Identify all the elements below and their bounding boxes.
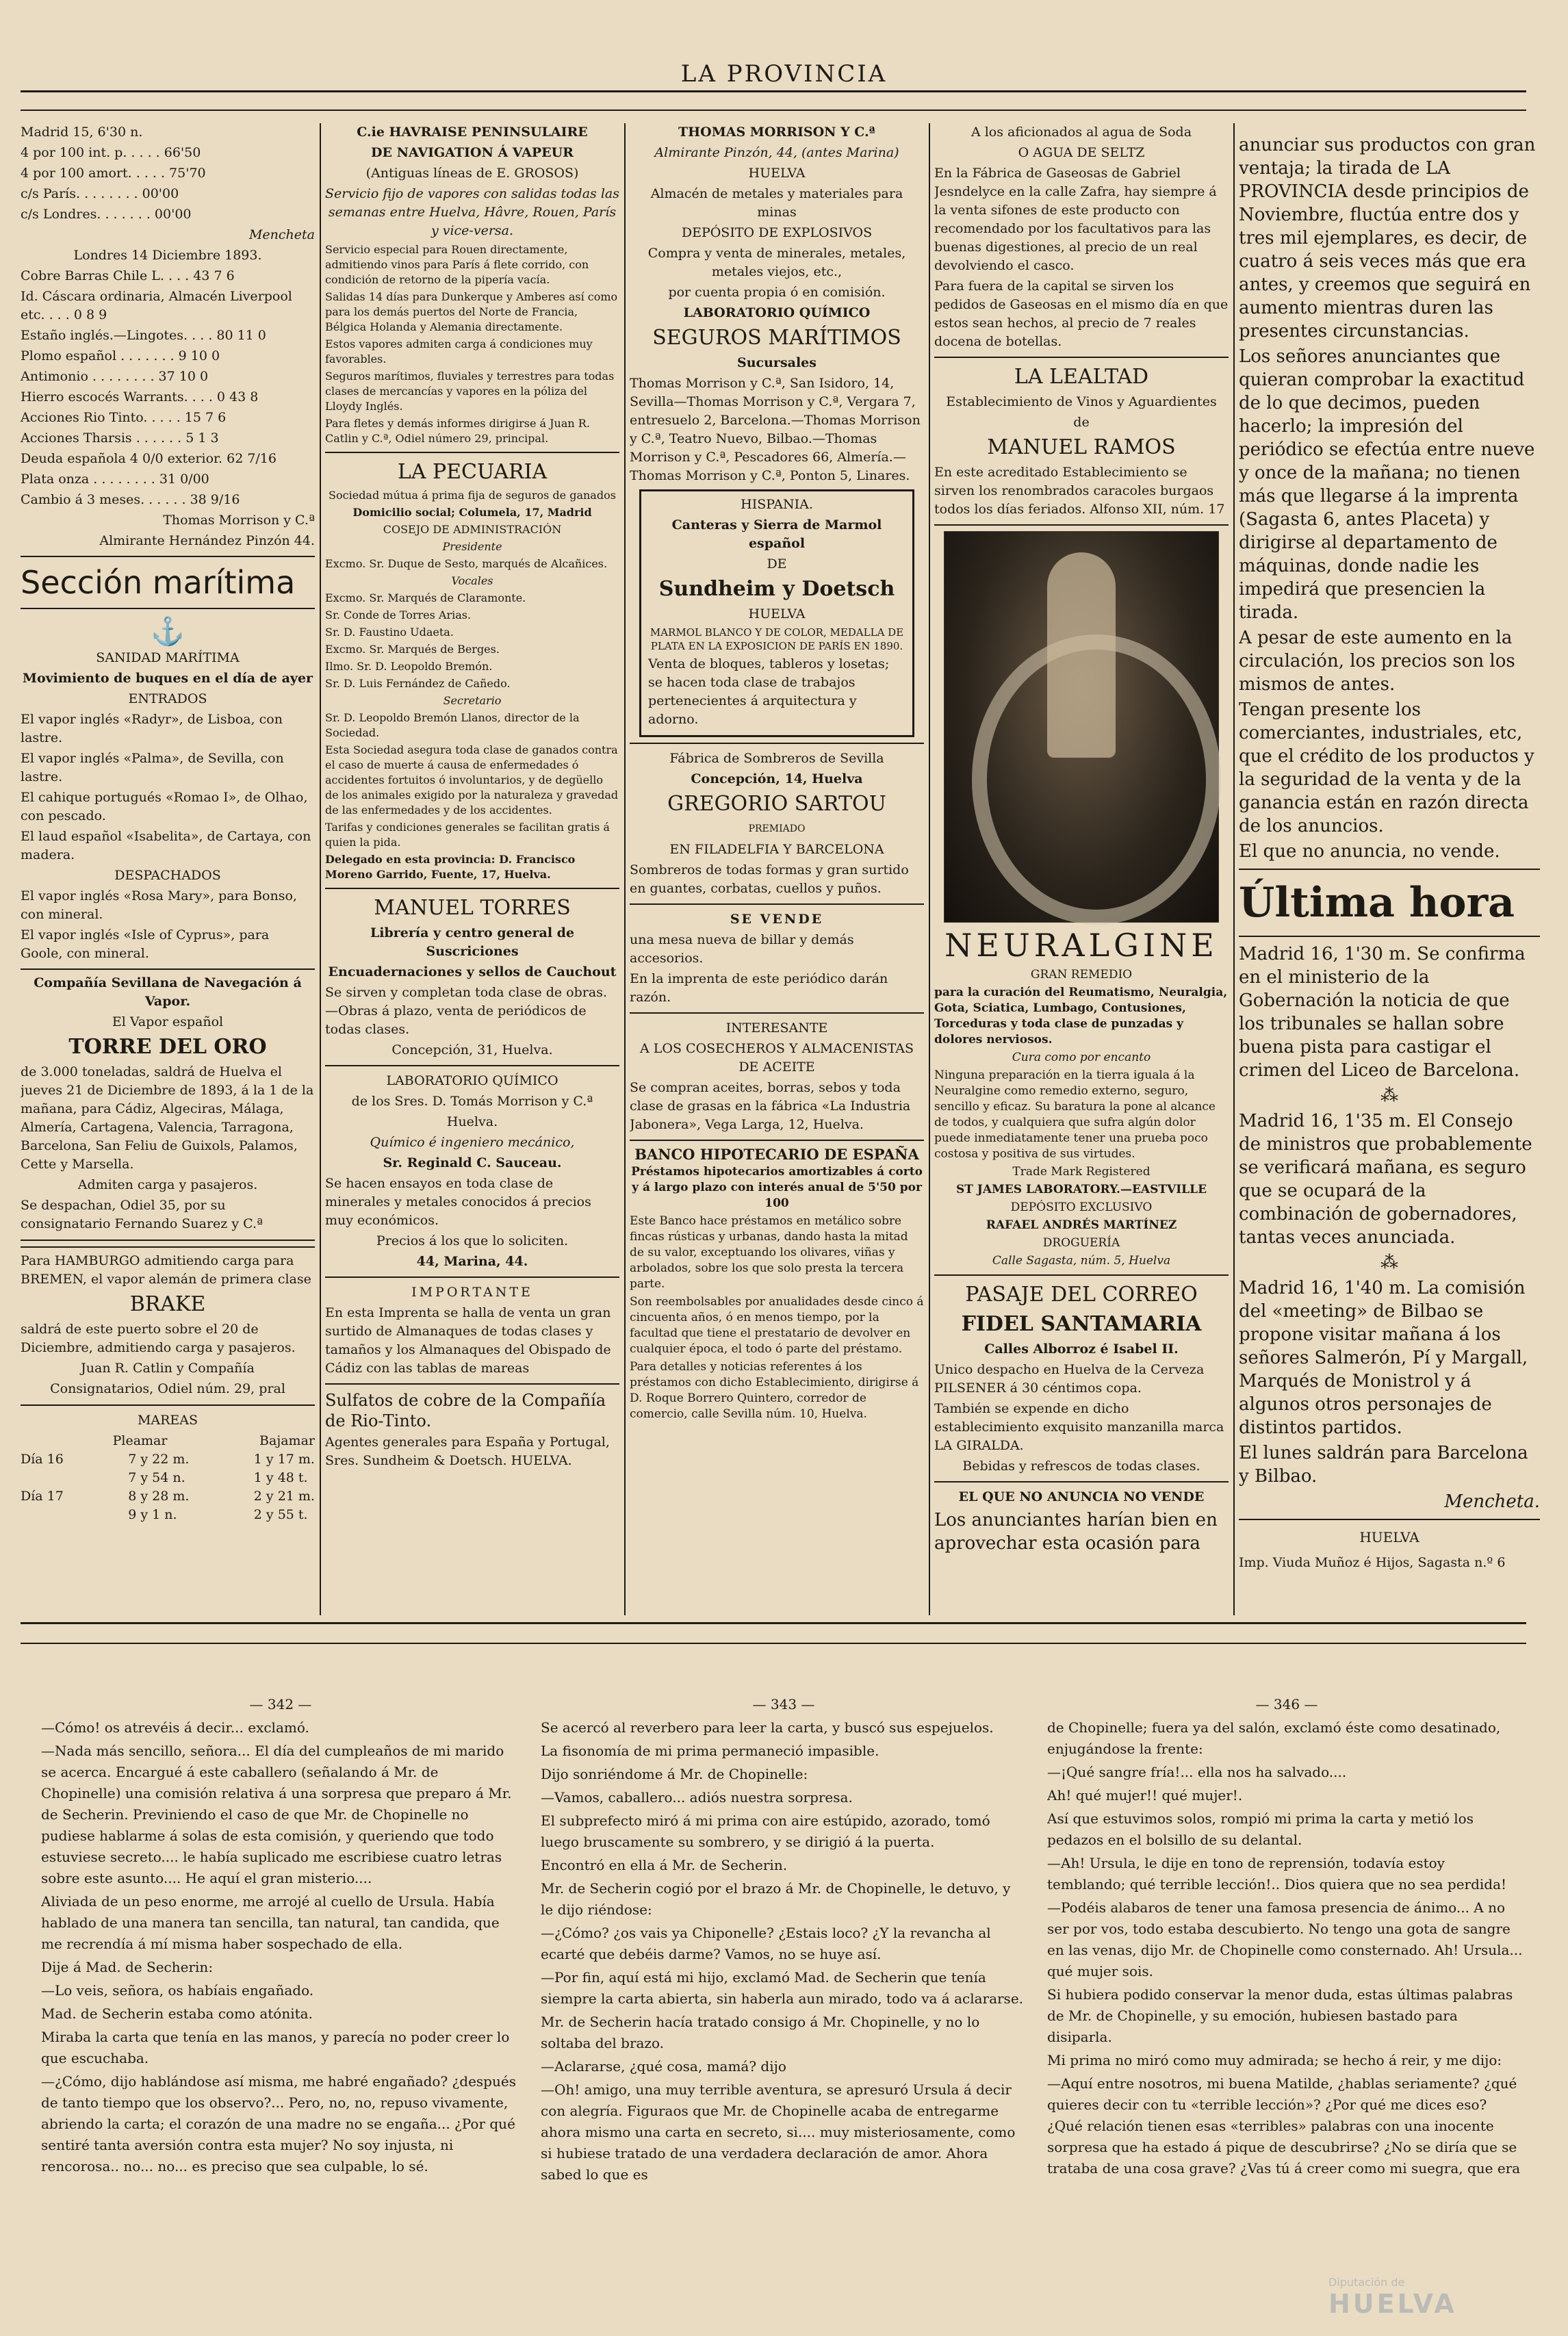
ad-text: saldrá de este puerto sobre el 20 de Diciembre, admitiendo carga y pasajeros. <box>21 1322 296 1355</box>
folletin-paragraph: Se acercó al reverbero para leer la carta, y buscó sus espejuelos. <box>541 1719 994 1736</box>
ad-text: Venta de bloques, tableros y losetas; se hacen toda clase de trabajos pertenecientes á arquitectura y adorno. <box>648 656 890 727</box>
news-item: El lunes saldrán para Barcelona y Bilbao. <box>1239 1443 1528 1487</box>
ad-line: (Antiguas líneas de E. GROSOS) <box>365 166 579 181</box>
ad-neuralgine <box>934 925 1229 1269</box>
ad-line: DROGUERÍA <box>1042 1236 1120 1250</box>
ad-line: Vocales <box>451 574 493 587</box>
ad-text: Este Banco hace préstamos en metálico sobre fincas rústicas y urbanas, dando hasta la mitad de su valor, exceptuando los olivares, viñas y arbolados, sobre los que solo presta la tercera parte. <box>630 1214 908 1291</box>
ad-line: Sr. Conde de Torres Arias. <box>325 608 472 621</box>
ad-text: para la curación del Reumatismo, Neuralgia, Gota, Sciatica, Lumbago, Contusiones, Torceduras y toda clase de punzadas y dolores nerviosos. <box>934 986 1228 1047</box>
folletin-paragraph: de Chopinelle; fuera ya del salón, exclamó éste como desatinado, enjugándose la frente: <box>1047 1719 1501 1757</box>
folletin-paragraph: —¡Qué sangre fría!... ella nos ha salvado.... <box>1047 1764 1347 1780</box>
folletin-paragraph: —Vamos, caballero... adiós nuestra sorpresa. <box>541 1789 853 1806</box>
signature: Thomas Morrison y C.ª <box>163 513 315 528</box>
divider <box>934 524 1229 526</box>
ad-line: DEPÓSITO EXCLUSIVO <box>1010 1201 1153 1214</box>
ad-line: Calle Sagasta, núm. 5, Huelva <box>992 1254 1171 1268</box>
folletin-paragraph: Si hubiera podido conservar la menor duda, estas últimas palabras de Mr. de Chopinelle, y su emoción, hubiesen bastado para disiparla. <box>1047 1986 1513 2045</box>
ad-address: 44, Marina, 44. <box>416 1254 528 1269</box>
quote-line: c/s París. . . . . . . . 00'00 <box>21 186 179 201</box>
ad-line: Sucursales <box>737 355 817 370</box>
ad-text: Unico despacho en Huelva de la Cerveza PILSENER á 30 céntimos copa. <box>934 1362 1205 1396</box>
ad-text: de 3.000 toneladas, saldrá de Huelva el jueves 21 de Diciembre de 1893, á la 1 de la mañana, para Cádiz, Algeciras, Málaga, Almería, Cartagena, Valencia, Tarragona, Barcelona, San Feliu de Guixols, Palamos, Cette y Marsella. <box>21 1064 314 1172</box>
ad-line: Sr. D. Leopoldo Bremón Llanos, director de la Sociedad. <box>325 711 580 739</box>
archive-watermark <box>1328 2276 1547 2324</box>
page-number: — 342 — <box>249 1696 312 1712</box>
ad-line: HUELVA <box>748 606 806 621</box>
divider <box>325 452 619 453</box>
top-rule-2 <box>21 110 1526 111</box>
ad-line: COSEJO DE ADMINISTRACIÓN <box>383 523 562 536</box>
ad-title: EL QUE NO ANUNCIA NO VENDE <box>958 1489 1205 1504</box>
folletin-paragraph: —¿Cómo? ¿os vais ya Chiponelle? ¿Estais loco? ¿Y la revancha al ecarté que debéis darme? Vamos, no se huye así. <box>541 1925 991 1962</box>
column-divider <box>624 123 626 1615</box>
ad-text: También se expende en dicho establecimiento exquisito manzanilla marca LA GIRALDA. <box>934 1401 1224 1453</box>
page-number: — 346 — <box>1255 1696 1318 1712</box>
ad-line: RAFAEL ANDRÉS MARTÍNEZ <box>986 1218 1177 1232</box>
folletin-paragraph: La fisonomía de mi prima permaneció impasible. <box>541 1743 879 1759</box>
ad-hispania <box>639 489 914 737</box>
ad-line: PREMIADO <box>748 823 806 834</box>
quote-line: Madrid 15, 6'30 n. <box>21 125 143 140</box>
news-item: Madrid 16, 1'35 m. El Consejo de ministros que probablemente se verificará mañana, es seguro que se ocupará de la combinación de gobernadores, tantas veces anunciada. <box>1239 1111 1532 1248</box>
ad-line: Trade Mark Registered <box>1012 1165 1151 1179</box>
ad-text: Agentes generales para España y Portugal, Sres. Sundheim & Doetsch. HUELVA. <box>325 1435 610 1468</box>
ad-line: DEPÓSITO DE EXPLOSIVOS <box>681 225 873 240</box>
ad-line: Huelva. <box>446 1114 498 1129</box>
ad-havraise <box>325 123 619 446</box>
metal-line: Acciones Rio Tinto. . . . . 15 7 6 <box>21 410 227 425</box>
ad-interesante <box>630 1019 924 1134</box>
tide-time: 1 y 48 t. <box>253 1470 308 1485</box>
ad-text: Se hacen ensayos en toda clase de minerales y metales conocidos á precios muy económicos. <box>325 1176 591 1228</box>
ad-title: INTERESANTE <box>725 1021 828 1036</box>
section-title: Sección marítima <box>21 564 296 601</box>
divider <box>1239 936 1540 937</box>
ad-line: Ilmo. Sr. D. Leopoldo Bremón. <box>325 660 493 673</box>
ad-text: En esta Imprenta se halla de venta un gran surtido de Almanaques de todas clases y tamaños y los Almanaques del Obispado de Cádiz con las tablas de mareas <box>325 1305 611 1376</box>
ad-importante <box>325 1283 619 1378</box>
ad-thomas-morrison <box>630 123 924 485</box>
ad-headline: Sundheim y Doetsch <box>658 577 895 601</box>
tide-time: 2 y 55 t. <box>253 1507 308 1522</box>
divider <box>21 556 315 557</box>
tide-time: 2 y 21 m. <box>253 1489 315 1504</box>
article-paragraph: Los señores anunciantes que quieran comprobar la exactitud de lo que decimos, pueden hacerlo; la impresión del periódico se efectúa entre nueve y once de la mañana; no tienen más que llegarse á la imprenta (Sagasta 6, antes Placeta) y dirigirse al departamento de máquinas, donde nadie les impedirá que presencien la tirada. <box>1239 346 1535 623</box>
ship-entry: El vapor inglés «Rosa Mary», para Bonso, con mineral. <box>21 888 297 922</box>
masthead: LA PROVINCIA <box>680 60 888 88</box>
divider <box>325 888 619 889</box>
news-item: Madrid 16, 1'40 m. La comisión del «meeting» de Bilbao se propone visitar mañana á los señores Salmerón, Pí y Margall, Marqués de Monistrol y á algunos otros personajes de distintos partidos. <box>1239 1278 1528 1438</box>
tide-time: 8 y 28 m. <box>128 1489 190 1504</box>
ad-pecuaria <box>325 459 619 882</box>
divider <box>1239 1519 1540 1520</box>
dateline: Londres 14 Diciembre 1893. <box>73 248 262 263</box>
metal-line: Estaño inglés.—Lingotes. . . . 80 11 0 <box>21 328 266 343</box>
ad-line: LABORATORIO QUÍMICO <box>683 305 871 320</box>
divider <box>934 357 1229 358</box>
folletin-paragraph: —Oh! amigo, una muy terrible aventura, se apresuró Ursula á decir con alegría. Figuraos que Mr. de Chopinelle acaba de entregarme ahora mismo una carta en secreto, si.... muy misteriosamente, como si hubiese tratado de una verdadera declaración de amor. Ahora sabed lo que es <box>541 2081 1016 2183</box>
folletin-paragraph: —Ah! Ursula, le dije en tono de reprensión, todavía estoy temblando; qué terrible lección!.. Dios quiera que no sea perdida! <box>1047 1855 1507 1892</box>
folletin-paragraph: Mr. de Secherin cogió por el brazo á Mr. de Chopinelle, le detuvo, y le dijo riéndose: <box>541 1880 1011 1918</box>
ad-text: Tarifas y condiciones generales se facilitan gratis á quien la pida. <box>325 821 610 849</box>
quote-line: c/s Londres. . . . . . . 00'00 <box>21 207 192 222</box>
ad-address: Concepción, 31, Huelva. <box>391 1042 553 1057</box>
divider <box>630 1140 924 1141</box>
ad-text: Para detalles y noticias referentes á los préstamos con dicho Establecimiento, dirigirse á D. Roque Borrero Quintero, corredor de comercio, calle Sevilla núm. 10, Huelva. <box>630 1360 919 1421</box>
folletin-paragraph: Miraba la carta que tenía en las manos, y parecía no poder creer lo que escuchaba. <box>41 2029 510 2066</box>
ad-line: ST JAMES LABORATORY.—EASTVILLE <box>955 1183 1207 1196</box>
tide-time: 9 y 1 n. <box>128 1507 177 1522</box>
ad-line: Préstamos hipotecarios amortizables á corto y á largo plazo con interés anual de 5'50 por 100 <box>631 1165 923 1210</box>
ad-title: Compañía Sevillana de Navegación á Vapor. <box>34 975 302 1009</box>
ad-headline: TORRE DEL ORO <box>68 1035 267 1059</box>
ad-sombreros <box>630 749 924 898</box>
metal-line: Cambio á 3 meses. . . . . . 38 9/16 <box>21 492 240 507</box>
ornament: ⁂ <box>1380 1086 1398 1106</box>
ad-brake <box>21 1246 315 1406</box>
divider <box>630 743 924 744</box>
ad-text: Ninguna preparación en la tierra iguala á la Neuralgine como remedio externo, seguro, sencillo y eficaz. Su baratura la pone al alcance de todos, y cualquiera que sufra algún dolor puede inmediatamente tener una prueba poco costosa y positiva de sus virtudes. <box>934 1068 1216 1161</box>
ad-line: A LOS COSECHEROS Y ALMACENISTAS DE ACEITE <box>640 1041 914 1075</box>
ad-line: Domicilio social; Columela, 17, Madrid <box>352 506 592 519</box>
ad-text: Esta Sociedad asegura toda clase de ganados contra el caso de muerte á causa de enfermedades ó accidentes fortuitos ó involuntarios, y de degüello de los animales exigido por la naturaleza y gravedad de las enfermedades y de los accidentes. <box>325 743 619 817</box>
ad-title: Fábrica de Sombreros de Sevilla <box>669 751 884 766</box>
ad-title: A los aficionados al agua de Soda <box>971 125 1192 140</box>
metal-line: Id. Cáscara ordinaria, Almacén Liverpool etc. . . . 0 8 9 <box>21 289 292 322</box>
ad-title: DE NAVIGATION Á VAPEUR <box>371 145 574 160</box>
ad-line: EN FILADELFIA Y BARCELONA <box>669 842 884 857</box>
ad-title: O AGUA DE SELTZ <box>1018 145 1145 160</box>
ad-text: Seguros marítimos, fluviales y terrestres para todas clases de mercancías y vapores en la póliza del Lloydy Inglés. <box>325 370 615 413</box>
tides-day: Día 17 <box>21 1489 64 1504</box>
ornament: ⁂ <box>1380 1253 1398 1273</box>
ship-entry: El vapor inglés «Radyr», de Lisboa, con lastre. <box>21 712 283 745</box>
signature: Mencheta <box>248 227 315 242</box>
ship-entry: El cahique portugués «Romao I», de Olhao, con pescado. <box>21 790 308 823</box>
article-paragraph: Tengan presente los comerciantes, industriales, etc, que el crédito de los productos y la seguridad de la venta y de la ganancia están en razón directa de los anuncios. <box>1239 699 1534 836</box>
ad-line: Sr. D. Faustino Udaeta. <box>325 626 454 639</box>
news-item: Madrid 16, 1'30 m. Se confirma en el ministerio de la Gobernación la noticia de que los tribunales se hallan sobre buena pista para castigar el crimen del Liceo de Barcelona. <box>1239 944 1526 1081</box>
folletin-paragraph: —Lo veis, señora, os habíais engañado. <box>41 1982 314 1999</box>
ad-text: una mesa nueva de billar y demás accesorios. <box>630 932 854 966</box>
folletin-paragraph: —Nada más sencillo, señora... El día del cumpleaños de mi marido se acerca. Encargué á este caballero (señalando á Mr. de Chopinelle) una comisión relativa á una sorpresa que preparo á Mr. de Secherin. Previniendo el caso de que Mr. de Chopinelle no pudiese hablarme á solas de esta comisión, y queriendo que todo estuviese secreto.... le había suplicado me escribiese cuatro letras sobre este asunto.... He aquí el gran misterio.... <box>41 1743 512 1886</box>
ad-line: Sr. Reginald C. Sauceau. <box>383 1155 562 1170</box>
ad-text: Salidas 14 días para Dunkerque y Amberes así como para los demás puertos del Norte de Francia, Bélgica Holanda y Alemania directamente. <box>325 290 618 333</box>
ad-title: IMPORTANTE <box>411 1285 533 1300</box>
ad-line: Servicio fijo de vapores con salidas todas las semanas entre Huelva, Hâvre, Rouen, París y vice-versa. <box>325 186 619 238</box>
ad-line: HUELVA <box>748 166 806 181</box>
ad-laboratorio <box>325 1072 619 1271</box>
divider <box>1239 869 1540 870</box>
folletin-paragraph: Ah! qué mujer!! qué mujer!. <box>1047 1787 1243 1804</box>
ad-se-vende <box>630 910 924 1007</box>
ad-title: LABORATORIO QUÍMICO <box>386 1073 558 1088</box>
ad-line: Almacén de metales y materiales para minas <box>650 186 903 220</box>
folletin-paragraph: —Por fin, aquí está mi hijo, exclamó Mad. de Secherin que tenía siempre la carta abierta, sin haberla aun mirado, todo va á aclararse. <box>541 1969 1024 2007</box>
ship-entry: El laud español «Isabelita», de Cartaya, con madera. <box>21 829 311 862</box>
bottom-rule <box>21 1622 1526 1624</box>
ad-line: Compra y venta de minerales, metales, metales viejos, etc., <box>647 246 906 279</box>
ad-headline: LA LEALTAD <box>1014 365 1149 389</box>
tide-time: 7 y 54 n. <box>128 1470 185 1485</box>
ad-line: DE <box>767 556 787 572</box>
folletin-paragraph: Dijo sonriéndome á Mr. de Chopinelle: <box>541 1766 808 1782</box>
folletin-page-1 <box>41 1694 520 2324</box>
ad-signature: Juan R. Catlin y Compañía <box>81 1361 255 1376</box>
folletin-paragraph: —¿Cómo, dijo hablándose así misma, me habré engañado? ¿después de tanto tiempo que los observo?... Pero, no, no, repuso vivamente, abriendo la carta; el corazón de una madre no se engaña... ¿Por qué sentiré tanta aversión contra esta mujer? No soy injusta, ni rencorosa.. no... no... es preciso que sea culpable, lo sé. <box>41 2073 516 2174</box>
ad-line: HISPANIA. <box>741 497 813 512</box>
divider <box>630 1012 924 1014</box>
ad-text: Delegado en esta provincia: D. Francisco Moreno Garrido, Fuente, 17, Huelva. <box>325 853 576 881</box>
subheading: DESPACHADOS <box>114 868 221 883</box>
ad-pasaje-correo <box>934 1281 1229 1476</box>
column-1 <box>21 123 315 1615</box>
folletin-paragraph: Encontró en ella á Mr. de Secherin. <box>541 1857 788 1873</box>
folletin-paragraph: Así que estuvimos solos, rompió mi prima la carta y metió los pedazos en el bolsillo de su delantal. <box>1047 1810 1474 1848</box>
ad-line: Sociedad mútua á prima fija de seguros de ganados <box>329 489 616 502</box>
page-number: — 343 — <box>752 1696 815 1712</box>
ad-text: Se compran aceites, borras, sebos y toda clase de grasas en la fábrica «La Industria Jabonera», Vega Larga, 12, Huelva. <box>630 1080 911 1132</box>
ad-text: Se despachan, Odiel 35, por su consignatario Fernando Suarez y C.ª <box>21 1198 264 1231</box>
column-5 <box>1239 133 1540 1598</box>
ad-text: En la Fábrica de Gaseosas de Gabriel Jesndelyce en la calle Zafra, hay siempre á la venta sifones de este producto con recomendado por los facultativos para las buenas digestiones, al precio de un real devolviendo el casco. <box>934 166 1217 273</box>
tide-time: 7 y 22 m. <box>128 1452 190 1467</box>
ad-headline: GREGORIO SARTOU <box>667 792 886 816</box>
ad-text: Bebidas y refrescos de todas clases. <box>962 1459 1200 1474</box>
ship-icon: ⚓ <box>151 616 185 647</box>
divider <box>934 1481 1229 1483</box>
column-divider <box>1233 123 1235 1615</box>
folletin-paragraph: —Aquí entre nosotros, mi buena Matilde, ¿hablas seriamente? ¿qué quieres decir con tu «terrible lección»? ¿Por qué me dices eso? ¿Qué relación tienen esas «terribles» palabras con una inocente sorpresa que ha estado á pique de descubrirse? ¿No se diría que se trataba de una cosa grave? ¿Vas tú á creer como mi suegra, que era <box>1047 2075 1521 2177</box>
ad-line: Excmo. Sr. Marqués de Berges. <box>325 643 500 656</box>
ad-line: Establecimiento de Vinos y Aguardientes <box>946 394 1217 409</box>
ad-compania-sevillana <box>21 968 315 1241</box>
column-2 <box>325 123 619 1615</box>
divider <box>325 1276 619 1278</box>
ad-line: Librería y centro general de Suscriciones <box>370 925 575 959</box>
ad-headline: BRAKE <box>129 1292 206 1316</box>
ad-title: THOMAS MORRISON Y C.ª <box>678 125 875 140</box>
article-paragraph: El que no anuncia, no vende. <box>1239 841 1500 862</box>
ad-agua-seltz <box>934 123 1229 351</box>
ad-line: de <box>1073 415 1090 430</box>
folletin-paragraph: —Cómo! os atrevéis á decir... exclamó. <box>41 1719 309 1736</box>
metal-line: Antimonio . . . . . . . . 37 10 0 <box>21 369 209 384</box>
divider <box>630 903 924 905</box>
metal-line: Cobre Barras Chile L. . . . 43 7 6 <box>21 268 235 283</box>
column-4 <box>934 123 1229 1615</box>
tides-header: Bajamar <box>259 1433 315 1448</box>
folletin-paragraph: Mi prima no miró como muy admirada; se hecho á reir, y me dijo: <box>1047 2052 1502 2068</box>
ad-text: Para fuera de la capital se sirven los pedidos de Gaseosas en el mismo día en que estos sean hechos, al precio de 7 reales docena de botellas. <box>934 279 1229 349</box>
ad-text: Servicio especial para Rouen directamente, admitiendo vinos para París á flete corrido, con condición de retorno de la pipería vacía. <box>325 243 589 286</box>
ad-title: SE VENDE <box>730 912 824 927</box>
ad-line: Calles Alborroz é Isabel II. <box>984 1342 1179 1357</box>
subheading: SANIDAD MARÍTIMA <box>96 650 240 665</box>
tides-header: Pleamar <box>112 1433 168 1448</box>
folletin-paragraph: Aliviada de un peso enorme, me arrojé al cuello de Ursula. Había hablado de una manera tan sencilla, tan natural, tan candida, que me recrendía á mí misma haber sospechado de ella. <box>41 1893 500 1952</box>
watermark-line: Diputación de <box>1328 2276 1405 2289</box>
divider <box>934 1274 1229 1276</box>
ad-line: Cura como por encanto <box>1012 1051 1151 1064</box>
ad-headline: SEGUROS MARÍTIMOS <box>652 326 901 350</box>
ad-line: Secretario <box>443 694 502 707</box>
ad-headline: LA PECUARIA <box>397 460 548 484</box>
ad-text: Estos vapores admiten carga á condiciones muy favorables. <box>325 337 593 365</box>
top-rule <box>21 90 1526 92</box>
divider <box>325 1383 619 1385</box>
ad-text: En la imprenta de este periódico darán razón. <box>630 971 888 1005</box>
article-text: Los anunciantes harían bien en aprovechar esta ocasión para <box>934 1510 1218 1554</box>
metal-line: Plomo español . . . . . . . 9 10 0 <box>21 348 220 363</box>
quotes <box>21 123 315 550</box>
ad-line: Almirante Pinzón, 44, (antes Marina) <box>654 145 899 160</box>
column-3 <box>630 123 924 1615</box>
imprint-city: HUELVA <box>1359 1529 1419 1545</box>
article-paragraph: A pesar de este aumento en la circulación, los precios son los mismos de antes. <box>1239 628 1515 695</box>
ad-line: El Vapor español <box>112 1014 224 1029</box>
section-title: Última hora <box>1239 879 1515 927</box>
folletin-page-3 <box>1047 1694 1526 2324</box>
quote-line: 4 por 100 amort. . . . . 75'70 <box>21 166 206 181</box>
tide-time: 1 y 17 m. <box>253 1452 315 1467</box>
metal-line: Hierro escocés Warrants. . . . 0 43 8 <box>21 389 259 405</box>
ad-line: GRAN REMEDIO <box>1030 968 1133 981</box>
bottom-rule-2 <box>21 1643 1526 1644</box>
ad-headline: NEURALGINE <box>944 927 1218 964</box>
tides-table <box>21 1432 315 1524</box>
ad-address: Consignatarios, Odiel núm. 29, pral <box>50 1381 285 1396</box>
article-paragraph: anunciar sus productos con gran ventaja; la tirada de LA PROVINCIA desde principios de Noviembre, fluctúa entre dos y tres mil ejemplares, es decir, de cuatro á seis veces más que era antes, y creemos que seguirá en aumento mientras duren las presentes circunstancias. <box>1239 135 1536 342</box>
folletin-page-2 <box>541 1694 1027 2324</box>
folletin-paragraph: Dije á Mad. de Secherin: <box>41 1959 214 1975</box>
ad-headline: MANUEL RAMOS <box>987 435 1176 459</box>
ad-line: Encuadernaciones y sellos de Cauchout <box>328 964 617 979</box>
tides-title: MAREAS <box>137 1413 198 1428</box>
ad-text: Sombreros de todas formas y gran surtido en guantes, corbatas, cuellos y puños. <box>630 862 909 896</box>
signature: Mencheta. <box>1444 1491 1540 1512</box>
metal-line: Plata onza . . . . . . . . 31 0/00 <box>21 472 209 487</box>
folletin-paragraph: —Podéis alabaros de tener una famosa presencia de ánimo... A no ser por vos, todo estaba descubierto. No tengo una gota de sangre en las venas, dijo Mr. de Chopinelle como consternado. Ah! Ursula... qué mujer sois. <box>1047 1899 1523 1979</box>
ad-banco-hipotecario <box>630 1146 924 1422</box>
ad-text: Admiten carga y pasajeros. <box>77 1177 258 1192</box>
folletin-paragraph: —Aclararse, ¿qué cosa, mamá? dijo <box>541 2058 786 2075</box>
ship-entry: El vapor inglés «Isle of Cyprus», para Goole, con mineral. <box>21 927 270 961</box>
ad-line: Sr. D. Luis Fernández de Cañedo. <box>325 677 511 690</box>
folletin-paragraph: Mr. de Secherin hacía tratado consigo á Mr. Chopinelle, y no lo soltaba del brazo. <box>541 2014 980 2051</box>
ad-headline: PASAJE DEL CORREO <box>965 1283 1198 1307</box>
ad-text: Precios á los que lo soliciten. <box>376 1233 569 1248</box>
ad-manuel-torres <box>325 895 619 1060</box>
ad-line: Concepción, 14, Huelva <box>691 771 863 786</box>
ad-text: En este acreditado Establecimiento se sirven los renombrados caracoles burgaos todos los días feriados. Alfonso XII, núm. 17 <box>934 465 1225 517</box>
ad-line: Excmo. Sr. Marqués de Claramonte. <box>325 591 526 604</box>
subheading: Movimiento de buques en el día de ayer <box>22 671 313 686</box>
tides-day: Día 16 <box>21 1452 64 1467</box>
ad-title: de los Sres. D. Tomás Morrison y C.ª <box>351 1094 593 1109</box>
ad-line: Presidente <box>442 540 502 553</box>
divider <box>325 1065 619 1066</box>
ad-line: por cuenta propia ó en comisión. <box>668 285 886 300</box>
ad-headline: Sulfatos de cobre de la Compañía de Rio-Tinto. <box>325 1391 606 1430</box>
ad-text: Thomas Morrison y C.ª, San Isidoro, 14, Sevilla—Thomas Morrison y C.ª, Vergara 7, entresuelo 2, Barcelona.—Thomas Morrison y C.ª, Teatro Nuevo, Bilbao.—Thomas Morrison y C.ª, Pescadores 66, Almería.—Thomas Morrison y C.ª, Ponton 5, Linares. <box>630 376 921 483</box>
ad-title: BANCO HIPOTECARIO DE ESPAÑA <box>634 1146 919 1163</box>
watermark-line: HUELVA <box>1328 2289 1457 2319</box>
ad-text: Para fletes y demás informes dirigirse á Juan R. Catlin y C.ª, Odiel número 29, principal. <box>325 417 590 445</box>
ad-line: MARMOL BLANCO Y DE COLOR, MEDALLA DE PLATA EN LA EXPOSICION DE PARÍS EN 1890. <box>650 626 904 652</box>
ad-text: Se sirven y completan toda clase de obras.—Obras á plazo, venta de periódicos de todas clases. <box>325 985 607 1037</box>
subheading: ENTRADOS <box>128 691 207 706</box>
folletin-paragraph: Mad. de Secherin estaba como atónita. <box>41 2005 313 2022</box>
metal-line: Deuda española 4 0/0 exterior. 62 7/16 <box>21 451 277 466</box>
ad-line: Excmo. Sr. Duque de Sesto, marqués de Alcañices. <box>325 557 608 570</box>
ad-line: Canteras y Sierra de Marmol español <box>671 517 882 551</box>
divider <box>21 608 315 609</box>
ad-headline: MANUEL TORRES <box>374 896 571 920</box>
ad-title: C.ie HAVRAISE PENINSULAIRE <box>357 125 588 140</box>
column-divider <box>320 123 321 1615</box>
imprint: Imp. Viuda Muñoz é Hijos, Sagasta n.º 6 <box>1239 1555 1506 1570</box>
ad-text: Para HAMBURGO admitiendo carga para BREMEN, el vapor alemán de primera clase <box>21 1253 311 1287</box>
folletin-paragraph: El subprefecto miró á mi prima con aire estúpido, azorado, tomó luego bruscamente su sombrero, y se dirigió á la puerta. <box>541 1812 990 1850</box>
neuralgine-engraving <box>944 531 1219 923</box>
ship-entry: El vapor inglés «Palma», de Sevilla, con lastre. <box>21 751 284 784</box>
quote-line: 4 por 100 int. p. . . . . 66'50 <box>21 145 201 160</box>
ad-line: Químico é ingeniero mecánico, <box>370 1135 575 1150</box>
address: Almirante Hernández Pinzón 44. <box>99 533 315 548</box>
metal-line: Acciones Tharsis . . . . . . 5 1 3 <box>21 431 219 446</box>
engraving-figure <box>1047 552 1116 758</box>
ad-la-lealtad <box>934 363 1229 519</box>
ad-text: Son reembolsables por anualidades desde cinco á cincuenta años, ó en menos tiempo, por la facultad que tiene el prestatario de devolver en cualquier época, el todo ó parte del préstamo. <box>630 1295 924 1356</box>
ad-headline: FIDEL SANTAMARIA <box>961 1312 1202 1336</box>
column-divider <box>929 123 930 1615</box>
ad-sulfatos <box>325 1390 619 1470</box>
